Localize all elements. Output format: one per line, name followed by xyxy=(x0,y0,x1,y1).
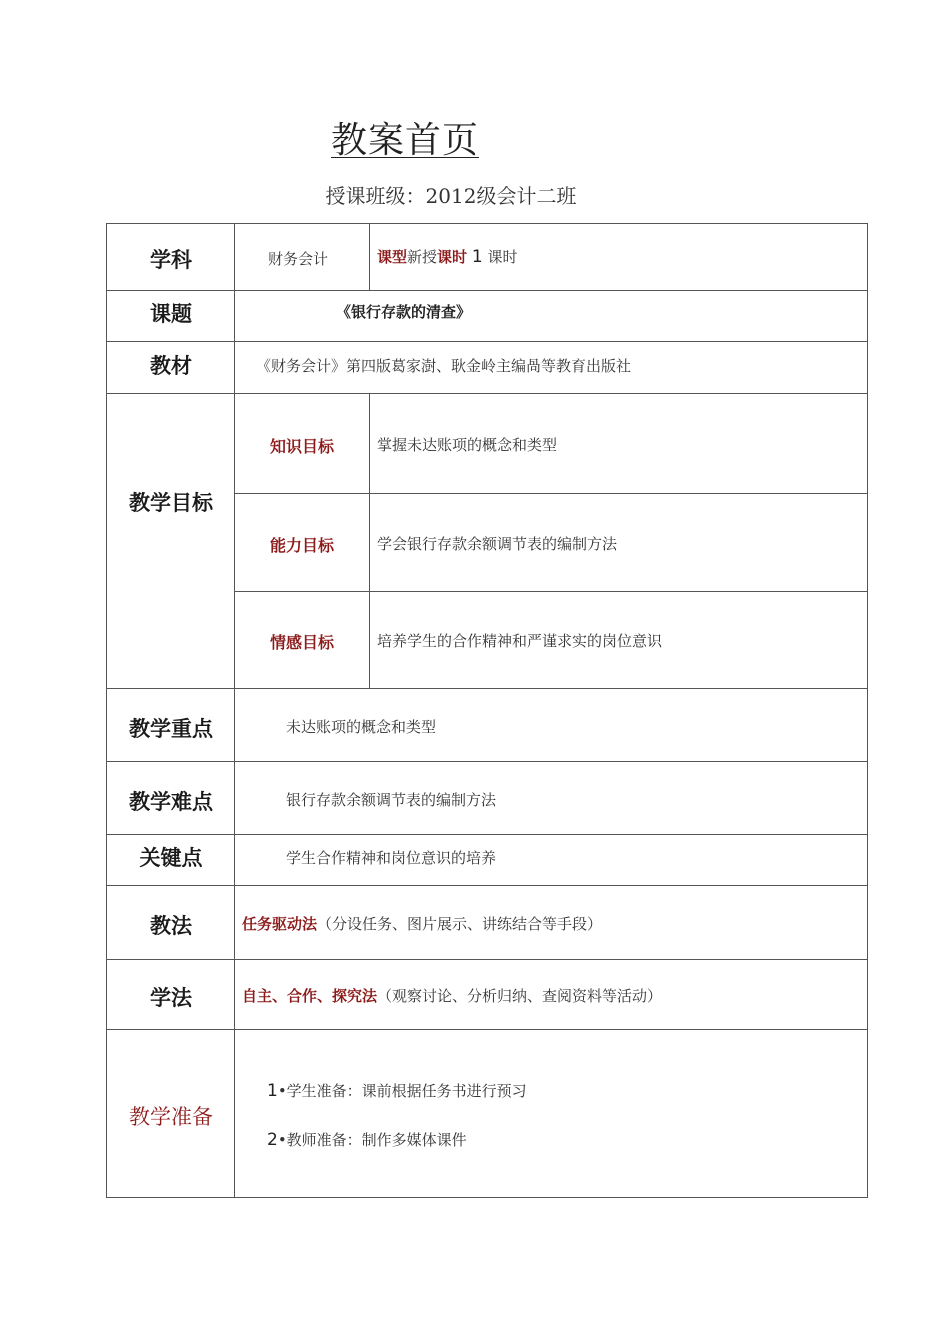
objectives-label: 教学目标 xyxy=(129,491,213,515)
course-type-value: 新授 xyxy=(407,248,438,266)
preparation-item-num: 1 xyxy=(267,1081,278,1101)
preparation-item-text: •教师准备：制作多媒体课件 xyxy=(277,1131,467,1149)
topic-label: 课题 xyxy=(150,302,192,326)
preparation-item xyxy=(267,1129,467,1150)
crux-value: 学生合作精神和岗位意识的培养 xyxy=(286,849,497,867)
teaching-method-label: 教法 xyxy=(150,914,192,938)
crux-label: 关键点 xyxy=(139,846,203,870)
course-type-label: 课型 xyxy=(377,248,408,266)
knowledge-objective-value: 掌握未达账项的概念和类型 xyxy=(377,436,558,454)
key-point-label: 教学重点 xyxy=(129,717,213,741)
teaching-method-highlight: 任务驱动法 xyxy=(242,915,318,933)
knowledge-objective-label: 知识目标 xyxy=(269,437,334,456)
hours-num: 1 xyxy=(471,247,483,267)
preparation-label: 教学准备 xyxy=(129,1105,213,1129)
topic-value: 《银行存款的清查》 xyxy=(336,303,472,321)
textbook-label: 教材 xyxy=(150,354,192,378)
difficulty-value: 银行存款余额调节表的编制方法 xyxy=(286,791,497,809)
course-info xyxy=(377,246,517,267)
ability-objective-label: 能力目标 xyxy=(269,536,334,555)
teaching-method-value xyxy=(242,913,602,934)
learning-method-detail: （观察讨论、分析归纳、查阅资料等活动） xyxy=(377,987,663,1005)
preparation-item-num: 2 xyxy=(267,1130,278,1150)
difficulty-label: 教学难点 xyxy=(129,790,213,814)
learning-method-highlight: 自主、合作、探究法 xyxy=(242,987,378,1005)
subject-value: 财务会计 xyxy=(268,250,329,268)
hours-unit: 课时 xyxy=(487,248,518,266)
learning-method-value xyxy=(242,985,662,1006)
preparation-item xyxy=(267,1080,527,1101)
hours-label: 课时 xyxy=(437,248,468,266)
class-subtitle: 授课班级：2012级会计二班 xyxy=(325,184,577,208)
learning-method-label: 学法 xyxy=(150,986,192,1010)
ability-objective-value: 学会银行存款余额调节表的编制方法 xyxy=(377,535,618,553)
subject-label: 学科 xyxy=(150,248,192,272)
preparation-item-text: •学生准备：课前根据任务书进行预习 xyxy=(277,1082,527,1100)
emotion-objective-label: 情感目标 xyxy=(269,633,334,652)
teaching-method-detail: （分设任务、图片展示、讲练结合等手段） xyxy=(317,915,603,933)
textbook-value: 《财务会计》第四版葛家澍、耿金岭主编咼等教育出版社 xyxy=(256,357,632,375)
page-title: 教案首页 xyxy=(330,120,479,161)
key-point-value: 未达账项的概念和类型 xyxy=(286,718,437,736)
emotion-objective-value: 培养学生的合作精神和严谨求实的岗位意识 xyxy=(377,632,663,650)
